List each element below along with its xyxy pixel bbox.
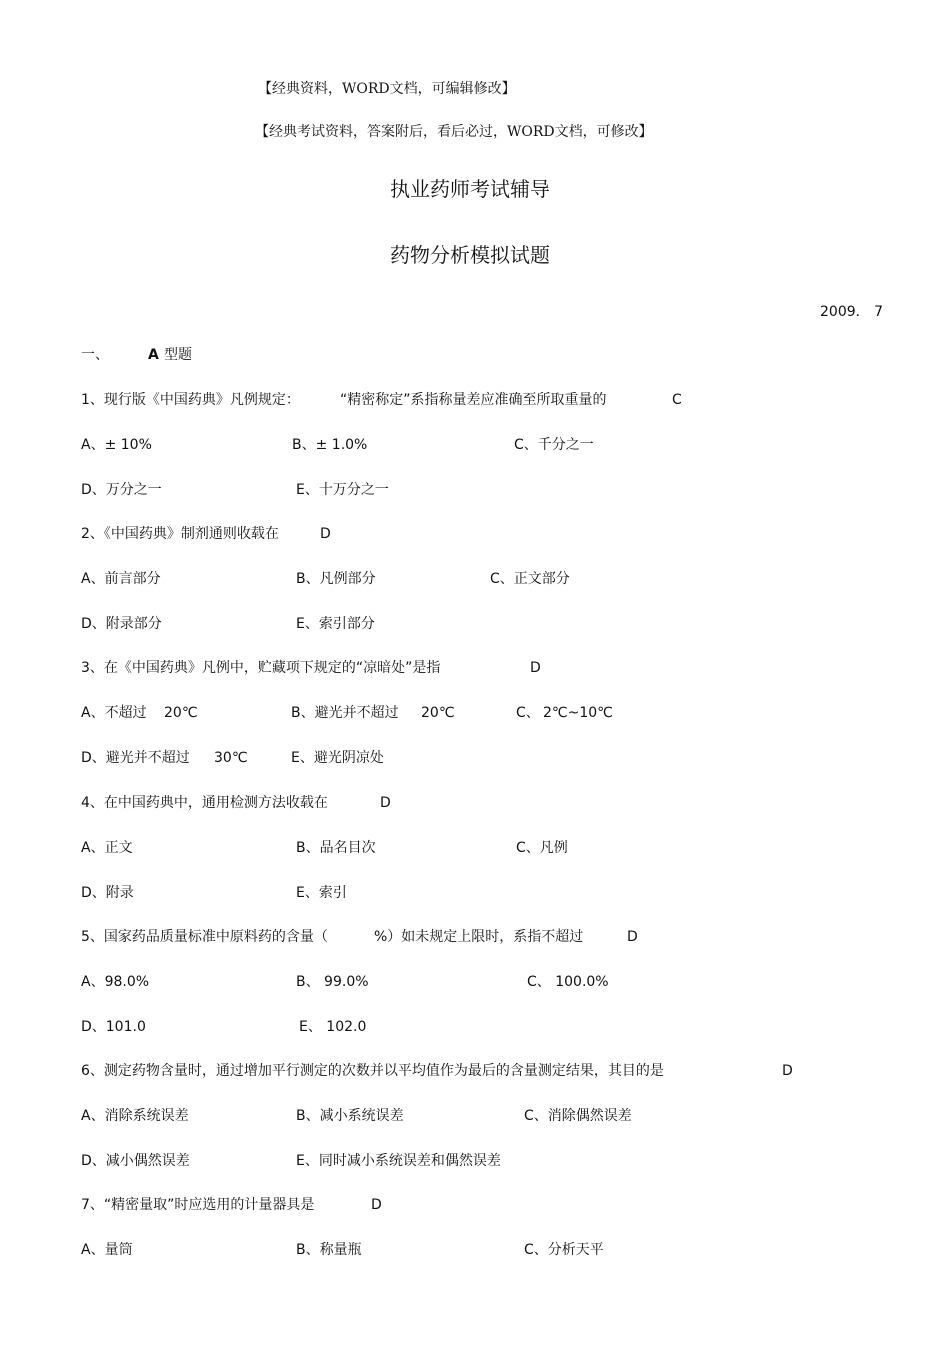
question-4-stem: 4、在中国药典中，通用检测方法收载在 [81, 795, 328, 811]
question-3-option-c: C、 [516, 705, 540, 721]
section-number: 一、 [81, 347, 109, 363]
question-2-stem: 2、《中国药典》制剂通则收载在 [81, 526, 279, 542]
question-1-answer: C [672, 392, 682, 408]
question-3-option-a: A、不超过 [81, 705, 147, 721]
question-5-option-a: A、98.0% [81, 974, 150, 990]
header-line-1: 【经典资料，WORD文档，可编辑修改】 [258, 81, 516, 97]
question-4-option-e: E、索引 [296, 885, 347, 901]
question-6-option-c: C、消除偶然误差 [524, 1108, 632, 1124]
question-6-option-a: A、消除系统误差 [81, 1108, 189, 1124]
question-1-option-d: D、万分之一 [81, 482, 162, 498]
question-4-option-d: D、附录 [81, 885, 134, 901]
question-3-option-c-value: 2℃~10℃ [543, 705, 613, 721]
question-5-option-d: D、101.0 [81, 1019, 146, 1035]
question-6-stem: 6、测定药物含量时，通过增加平行测定的次数并以平均值作为最后的含量测定结果，其目的是 [81, 1063, 664, 1079]
question-4-option-b: B、品名目次 [296, 840, 376, 856]
question-3-option-a-value: 20℃ [164, 705, 198, 721]
question-7-option-a: A、量筒 [81, 1242, 133, 1258]
question-6-option-d: D、减小偶然误差 [81, 1153, 190, 1169]
document-date: 2009． 7 [820, 304, 883, 320]
question-5-option-b: B、 99.0% [296, 974, 369, 990]
question-3-option-d-value: 30℃ [214, 750, 248, 766]
document-title: 执业药师考试辅导 [390, 177, 550, 201]
question-5-stem-cont: %）如未规定上限时，系指不超过 [374, 929, 584, 945]
question-1-option-b: B、± 1.0% [292, 437, 368, 453]
question-1-stem-cont: “精密称定”系指称量差应准确至所取重量的 [340, 392, 607, 408]
question-5-stem: 5、国家药品质量标准中原料药的含量（ [81, 929, 328, 945]
question-5-answer: D [627, 929, 638, 945]
question-6-option-e: E、同时减小系统误差和偶然误差 [296, 1153, 501, 1169]
question-7-answer: D [371, 1197, 382, 1213]
question-1-stem: 1、现行版《中国药典》凡例规定： [81, 392, 300, 408]
question-3-answer: D [530, 660, 541, 676]
section-type-label: 型题 [164, 347, 192, 363]
question-3-option-b-value: 20℃ [421, 705, 455, 721]
question-3-option-b: B、避光并不超过 [291, 705, 399, 721]
question-3-option-d: D、避光并不超过 [81, 750, 190, 766]
question-2-option-a: A、前言部分 [81, 571, 161, 587]
question-7-stem: 7、“精密量取”时应选用的计量器具是 [81, 1197, 315, 1213]
question-4-option-a: A、正文 [81, 840, 133, 856]
question-2-option-e: E、索引部分 [296, 616, 375, 632]
question-5-option-e: E、 102.0 [299, 1019, 367, 1035]
question-2-option-d: D、附录部分 [81, 616, 162, 632]
question-7-option-b: B、称量瓶 [296, 1242, 362, 1258]
header-line-2: 【经典考试资料，答案附后，看后必过，WORD文档，可修改】 [255, 124, 653, 140]
question-6-answer: D [782, 1063, 793, 1079]
question-4-option-c: C、凡例 [516, 840, 568, 856]
question-2-answer: D [320, 526, 331, 542]
question-7-option-c: C、分析天平 [524, 1242, 604, 1258]
question-3-stem: 3、在《中国药典》凡例中，贮藏项下规定的“凉暗处”是指 [81, 660, 441, 676]
question-1-option-c: C、千分之一 [514, 437, 594, 453]
question-1-option-e: E、十万分之一 [296, 482, 389, 498]
question-3-option-e: E、避光阴凉处 [291, 750, 384, 766]
question-5-option-c: C、 100.0% [527, 974, 609, 990]
question-2-option-c: C、正文部分 [490, 571, 570, 587]
question-6-option-b: B、减小系统误差 [296, 1108, 404, 1124]
question-2-option-b: B、凡例部分 [296, 571, 376, 587]
question-4-answer: D [380, 795, 391, 811]
question-1-option-a: A、± 10% [81, 437, 152, 453]
document-subtitle: 药物分析模拟试题 [390, 243, 550, 267]
section-type-letter: A [148, 347, 159, 363]
